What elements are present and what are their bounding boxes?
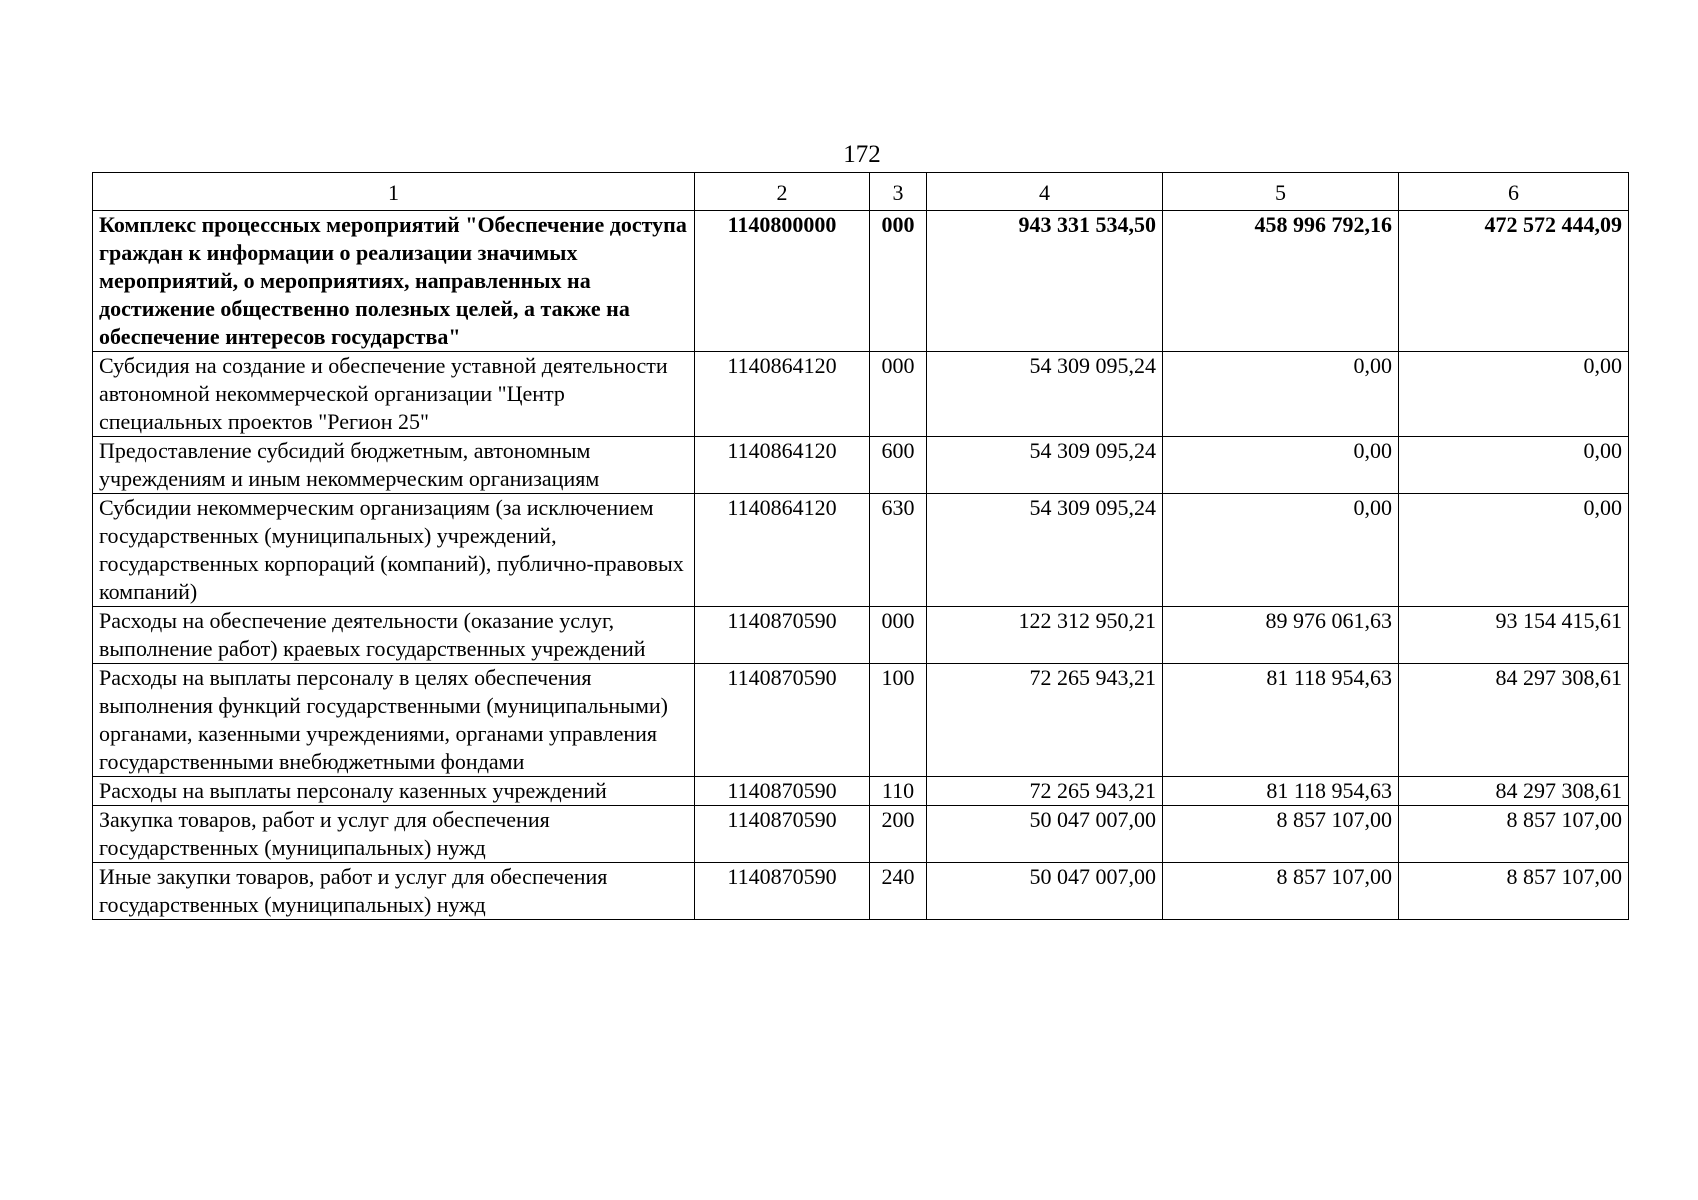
table-body (93, 211, 1629, 920)
row-target-code: 1140864120 (695, 494, 870, 607)
row-name: Комплекс процессных мероприятий "Обеспечение доступа граждан к информации о реализации значимых мероприятий, о мероприятиях, направленных на достижение общественно полезных целей, а также на обеспечение интересов государства" (93, 211, 695, 352)
table-header-row (93, 173, 1629, 211)
row-name: Предоставление субсидий бюджетным, автономным учреждениям и иным некоммерческим организациям (93, 437, 695, 494)
row-sum-col5: 458 996 792,16 (1163, 211, 1399, 352)
row-expense-type: 100 (870, 664, 927, 777)
row-expense-type: 630 (870, 494, 927, 607)
row-name: Расходы на обеспечение деятельности (оказание услуг, выполнение работ) краевых государственных учреждений (93, 607, 695, 664)
row-name: Расходы на выплаты персоналу казенных учреждений (93, 777, 695, 806)
row-expense-type: 600 (870, 437, 927, 494)
row-sum-col6: 0,00 (1399, 352, 1629, 437)
table-row (93, 437, 1629, 494)
row-sum-col5: 0,00 (1163, 352, 1399, 437)
row-expense-type: 110 (870, 777, 927, 806)
row-sum-col4: 122 312 950,21 (927, 607, 1163, 664)
table-row (93, 607, 1629, 664)
row-target-code: 1140870590 (695, 607, 870, 664)
row-sum-col4: 54 309 095,24 (927, 352, 1163, 437)
row-name: Субсидии некоммерческим организациям (за исключением государственных (муниципальных) учреждений, государственных корпораций (компаний), публично-правовых компаний) (93, 494, 695, 607)
row-target-code: 1140864120 (695, 352, 870, 437)
row-sum-col4: 54 309 095,24 (927, 494, 1163, 607)
row-sum-col4: 72 265 943,21 (927, 777, 1163, 806)
row-sum-col6: 84 297 308,61 (1399, 664, 1629, 777)
page-number: 172 (843, 141, 881, 168)
column-header-4: 4 (927, 173, 1163, 211)
row-target-code: 1140870590 (695, 777, 870, 806)
row-target-code: 1140870590 (695, 806, 870, 863)
table-row (93, 494, 1629, 607)
row-name: Субсидия на создание и обеспечение уставной деятельности автономной некоммерческой организации "Центр специальных проектов "Регион 25" (93, 352, 695, 437)
table-row (93, 863, 1629, 920)
row-sum-col6: 93 154 415,61 (1399, 607, 1629, 664)
row-expense-type: 000 (870, 352, 927, 437)
budget-table (92, 172, 1629, 920)
row-sum-col5: 0,00 (1163, 494, 1399, 607)
column-header-3: 3 (870, 173, 927, 211)
row-sum-col6: 0,00 (1399, 437, 1629, 494)
row-sum-col5: 81 118 954,63 (1163, 664, 1399, 777)
row-sum-col4: 943 331 534,50 (927, 211, 1163, 352)
column-header-2: 2 (695, 173, 870, 211)
row-sum-col5: 89 976 061,63 (1163, 607, 1399, 664)
column-header-1: 1 (93, 173, 695, 211)
row-expense-type: 200 (870, 806, 927, 863)
row-sum-col4: 50 047 007,00 (927, 806, 1163, 863)
row-sum-col6: 472 572 444,09 (1399, 211, 1629, 352)
row-sum-col6: 0,00 (1399, 494, 1629, 607)
row-expense-type: 000 (870, 211, 927, 352)
row-sum-col4: 50 047 007,00 (927, 863, 1163, 920)
row-sum-col4: 54 309 095,24 (927, 437, 1163, 494)
row-name: Закупка товаров, работ и услуг для обеспечения государственных (муниципальных) нужд (93, 806, 695, 863)
row-sum-col6: 8 857 107,00 (1399, 806, 1629, 863)
table-row (93, 352, 1629, 437)
row-sum-col6: 8 857 107,00 (1399, 863, 1629, 920)
row-target-code: 1140870590 (695, 664, 870, 777)
column-header-6: 6 (1399, 173, 1629, 211)
row-target-code: 1140870590 (695, 863, 870, 920)
row-sum-col4: 72 265 943,21 (927, 664, 1163, 777)
row-name: Расходы на выплаты персоналу в целях обеспечения выполнения функций государственными (муниципальными) органами, казенными учреждениями, органами управления государственными внебюджетными фондами (93, 664, 695, 777)
row-name: Иные закупки товаров, работ и услуг для обеспечения государственных (муниципальных) нужд (93, 863, 695, 920)
row-sum-col5: 8 857 107,00 (1163, 806, 1399, 863)
column-header-5: 5 (1163, 173, 1399, 211)
table-row (93, 211, 1629, 352)
row-sum-col5: 81 118 954,63 (1163, 777, 1399, 806)
row-sum-col5: 0,00 (1163, 437, 1399, 494)
row-expense-type: 000 (870, 607, 927, 664)
row-expense-type: 240 (870, 863, 927, 920)
row-target-code: 1140864120 (695, 437, 870, 494)
row-target-code: 1140800000 (695, 211, 870, 352)
table-row (93, 777, 1629, 806)
row-sum-col6: 84 297 308,61 (1399, 777, 1629, 806)
table-row (93, 664, 1629, 777)
row-sum-col5: 8 857 107,00 (1163, 863, 1399, 920)
table-row (93, 806, 1629, 863)
